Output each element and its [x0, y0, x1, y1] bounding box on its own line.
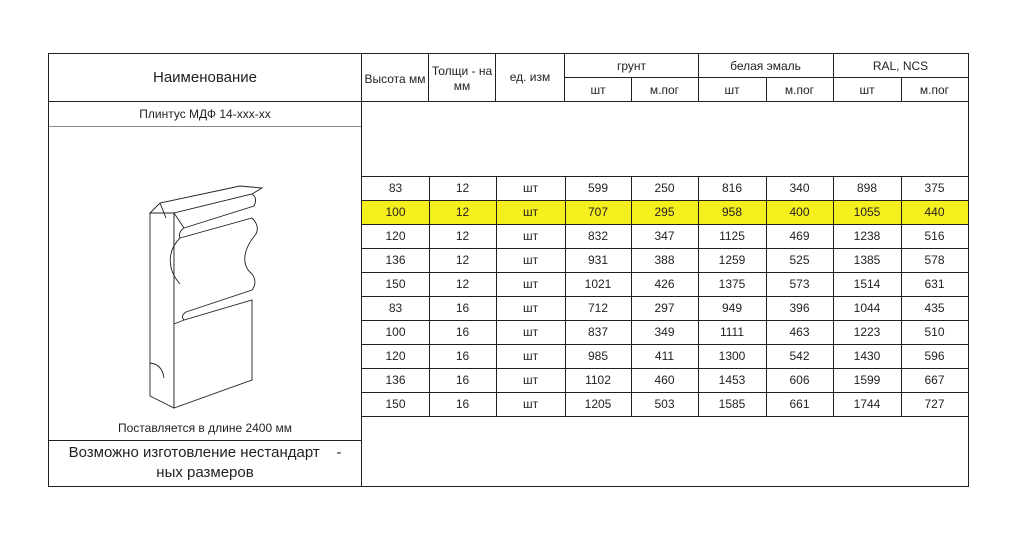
column-header-thickness: Толщи - на мм — [431, 64, 493, 93]
table-cell: 83 — [388, 181, 403, 195]
table-cell: 1259 — [718, 253, 746, 267]
grid-line — [565, 176, 566, 416]
column-header-name: Наименование — [153, 69, 257, 86]
table-cell: 400 — [789, 205, 810, 219]
table-cell: 349 — [654, 325, 675, 339]
table-cell: 631 — [924, 277, 945, 291]
custom-sizes-note: Возможно изготовление нестандарт - ных размеров — [68, 444, 346, 481]
sub-header-lm: м.пог — [784, 82, 815, 97]
table-cell: шт — [522, 373, 539, 387]
table-cell: 661 — [789, 397, 810, 411]
grid-line — [362, 416, 968, 417]
table-cell: 667 — [924, 373, 945, 387]
table-cell: 16 — [455, 397, 470, 411]
table-cell: 12 — [455, 205, 470, 219]
table-cell: 440 — [924, 205, 945, 219]
table-cell: шт — [522, 229, 539, 243]
table-cell: шт — [522, 397, 539, 411]
table-cell: 727 — [924, 397, 945, 411]
grid-line — [833, 176, 834, 416]
table-cell: шт — [522, 181, 539, 195]
table-cell: 16 — [455, 373, 470, 387]
table-cell: 596 — [924, 349, 945, 363]
table-cell: 1205 — [584, 397, 612, 411]
grid-line — [49, 126, 361, 127]
table-cell: 503 — [654, 397, 675, 411]
table-cell: 1300 — [718, 349, 746, 363]
table-cell: 931 — [587, 253, 609, 267]
table-cell: 832 — [587, 229, 609, 243]
table-cell: шт — [522, 325, 539, 339]
table-cell: 1430 — [853, 349, 881, 363]
table-cell: 396 — [789, 301, 810, 315]
table-cell: 1744 — [853, 397, 881, 411]
table-cell: 837 — [587, 325, 609, 339]
table-cell: 12 — [455, 277, 470, 291]
table-cell: 599 — [587, 181, 609, 195]
table-cell: 150 — [385, 397, 406, 411]
table-cell: 707 — [587, 205, 609, 219]
grid-line — [564, 77, 968, 78]
table-cell: 295 — [654, 205, 675, 219]
grid-line — [698, 176, 699, 416]
grid-line — [495, 54, 496, 101]
table-cell: 83 — [388, 301, 403, 315]
product-name: Плинтус МДФ 14-xxx-xx — [139, 107, 271, 121]
table-cell: 460 — [654, 373, 675, 387]
sub-header-pcs: шт — [724, 82, 740, 97]
table-cell: 16 — [455, 325, 470, 339]
table-cell: 12 — [455, 229, 470, 243]
grid-line — [631, 176, 632, 416]
table-cell: 1055 — [853, 205, 881, 219]
table-cell: 898 — [856, 181, 878, 195]
table-cell: 340 — [789, 181, 810, 195]
table-cell: 463 — [789, 325, 810, 339]
grid-line — [496, 176, 497, 416]
grid-line — [901, 78, 902, 101]
table-cell: 469 — [789, 229, 810, 243]
grid-line — [631, 78, 632, 101]
table-cell: 100 — [385, 325, 406, 339]
table-cell: 1125 — [719, 229, 745, 243]
table-cell: шт — [522, 277, 539, 291]
table-cell: 949 — [721, 301, 743, 315]
table-cell: 100 — [385, 205, 406, 219]
table-cell: 1102 — [585, 373, 611, 387]
column-header-height: Высота мм — [364, 71, 426, 86]
table-cell: 411 — [654, 349, 675, 363]
group-header-primer: грунт — [616, 58, 647, 73]
table-cell: 12 — [455, 181, 470, 195]
table-cell: 816 — [721, 181, 743, 195]
table-cell: 542 — [789, 349, 810, 363]
sub-header-lm: м.пог — [649, 82, 680, 97]
baseboard-profile-illustration — [140, 178, 270, 410]
supply-length-note: Поставляется в длине 2400 мм — [118, 421, 292, 435]
table-cell: 1238 — [853, 229, 881, 243]
column-header-unit: ед. изм — [509, 70, 551, 84]
grid-line — [49, 440, 361, 441]
table-cell: 1453 — [718, 373, 746, 387]
table-cell: 136 — [385, 253, 406, 267]
table-cell: шт — [522, 205, 539, 219]
sub-header-lm: м.пог — [919, 82, 950, 97]
table-cell: 375 — [924, 181, 945, 195]
table-cell: 1585 — [718, 397, 746, 411]
table-cell: 1021 — [584, 277, 612, 291]
table-cell: 516 — [924, 229, 945, 243]
table-cell: 1223 — [853, 325, 881, 339]
table-cell: 1599 — [853, 373, 881, 387]
table-cell: шт — [522, 349, 539, 363]
table-cell: 136 — [385, 373, 406, 387]
table-cell: 435 — [924, 301, 945, 315]
table-cell: 1514 — [853, 277, 881, 291]
table-cell: шт — [522, 253, 539, 267]
table-cell: 250 — [654, 181, 675, 195]
grid-line — [49, 101, 968, 102]
grid-line — [766, 176, 767, 416]
table-cell: 426 — [654, 277, 675, 291]
table-cell: 120 — [385, 349, 406, 363]
table-cell: 347 — [654, 229, 675, 243]
group-header-white-enamel: белая эмаль — [730, 58, 801, 73]
grid-line — [428, 54, 429, 101]
table-cell: шт — [522, 301, 539, 315]
table-cell: 1044 — [853, 301, 881, 315]
table-cell: 120 — [385, 229, 406, 243]
table-cell: 578 — [924, 253, 945, 267]
table-cell: 297 — [654, 301, 675, 315]
group-header-ral-ncs: RAL, NCS — [872, 58, 929, 73]
table-cell: 16 — [455, 349, 470, 363]
table-cell: 1385 — [853, 253, 881, 267]
table-cell: 958 — [721, 205, 743, 219]
sub-header-pcs: шт — [590, 82, 606, 97]
table-cell: 712 — [587, 301, 609, 315]
table-cell: 150 — [385, 277, 406, 291]
table-cell: 388 — [654, 253, 675, 267]
table-cell: 573 — [789, 277, 810, 291]
table-cell: 525 — [789, 253, 810, 267]
grid-line — [429, 176, 430, 416]
grid-line — [901, 176, 902, 416]
table-cell: 16 — [455, 301, 470, 315]
table-cell: 985 — [587, 349, 609, 363]
table-cell: 606 — [789, 373, 810, 387]
table-cell: 1111 — [719, 325, 745, 339]
table-cell: 510 — [924, 325, 945, 339]
table-cell: 1375 — [718, 277, 746, 291]
grid-line — [766, 78, 767, 101]
table-cell: 12 — [455, 253, 470, 267]
sub-header-pcs: шт — [859, 82, 875, 97]
